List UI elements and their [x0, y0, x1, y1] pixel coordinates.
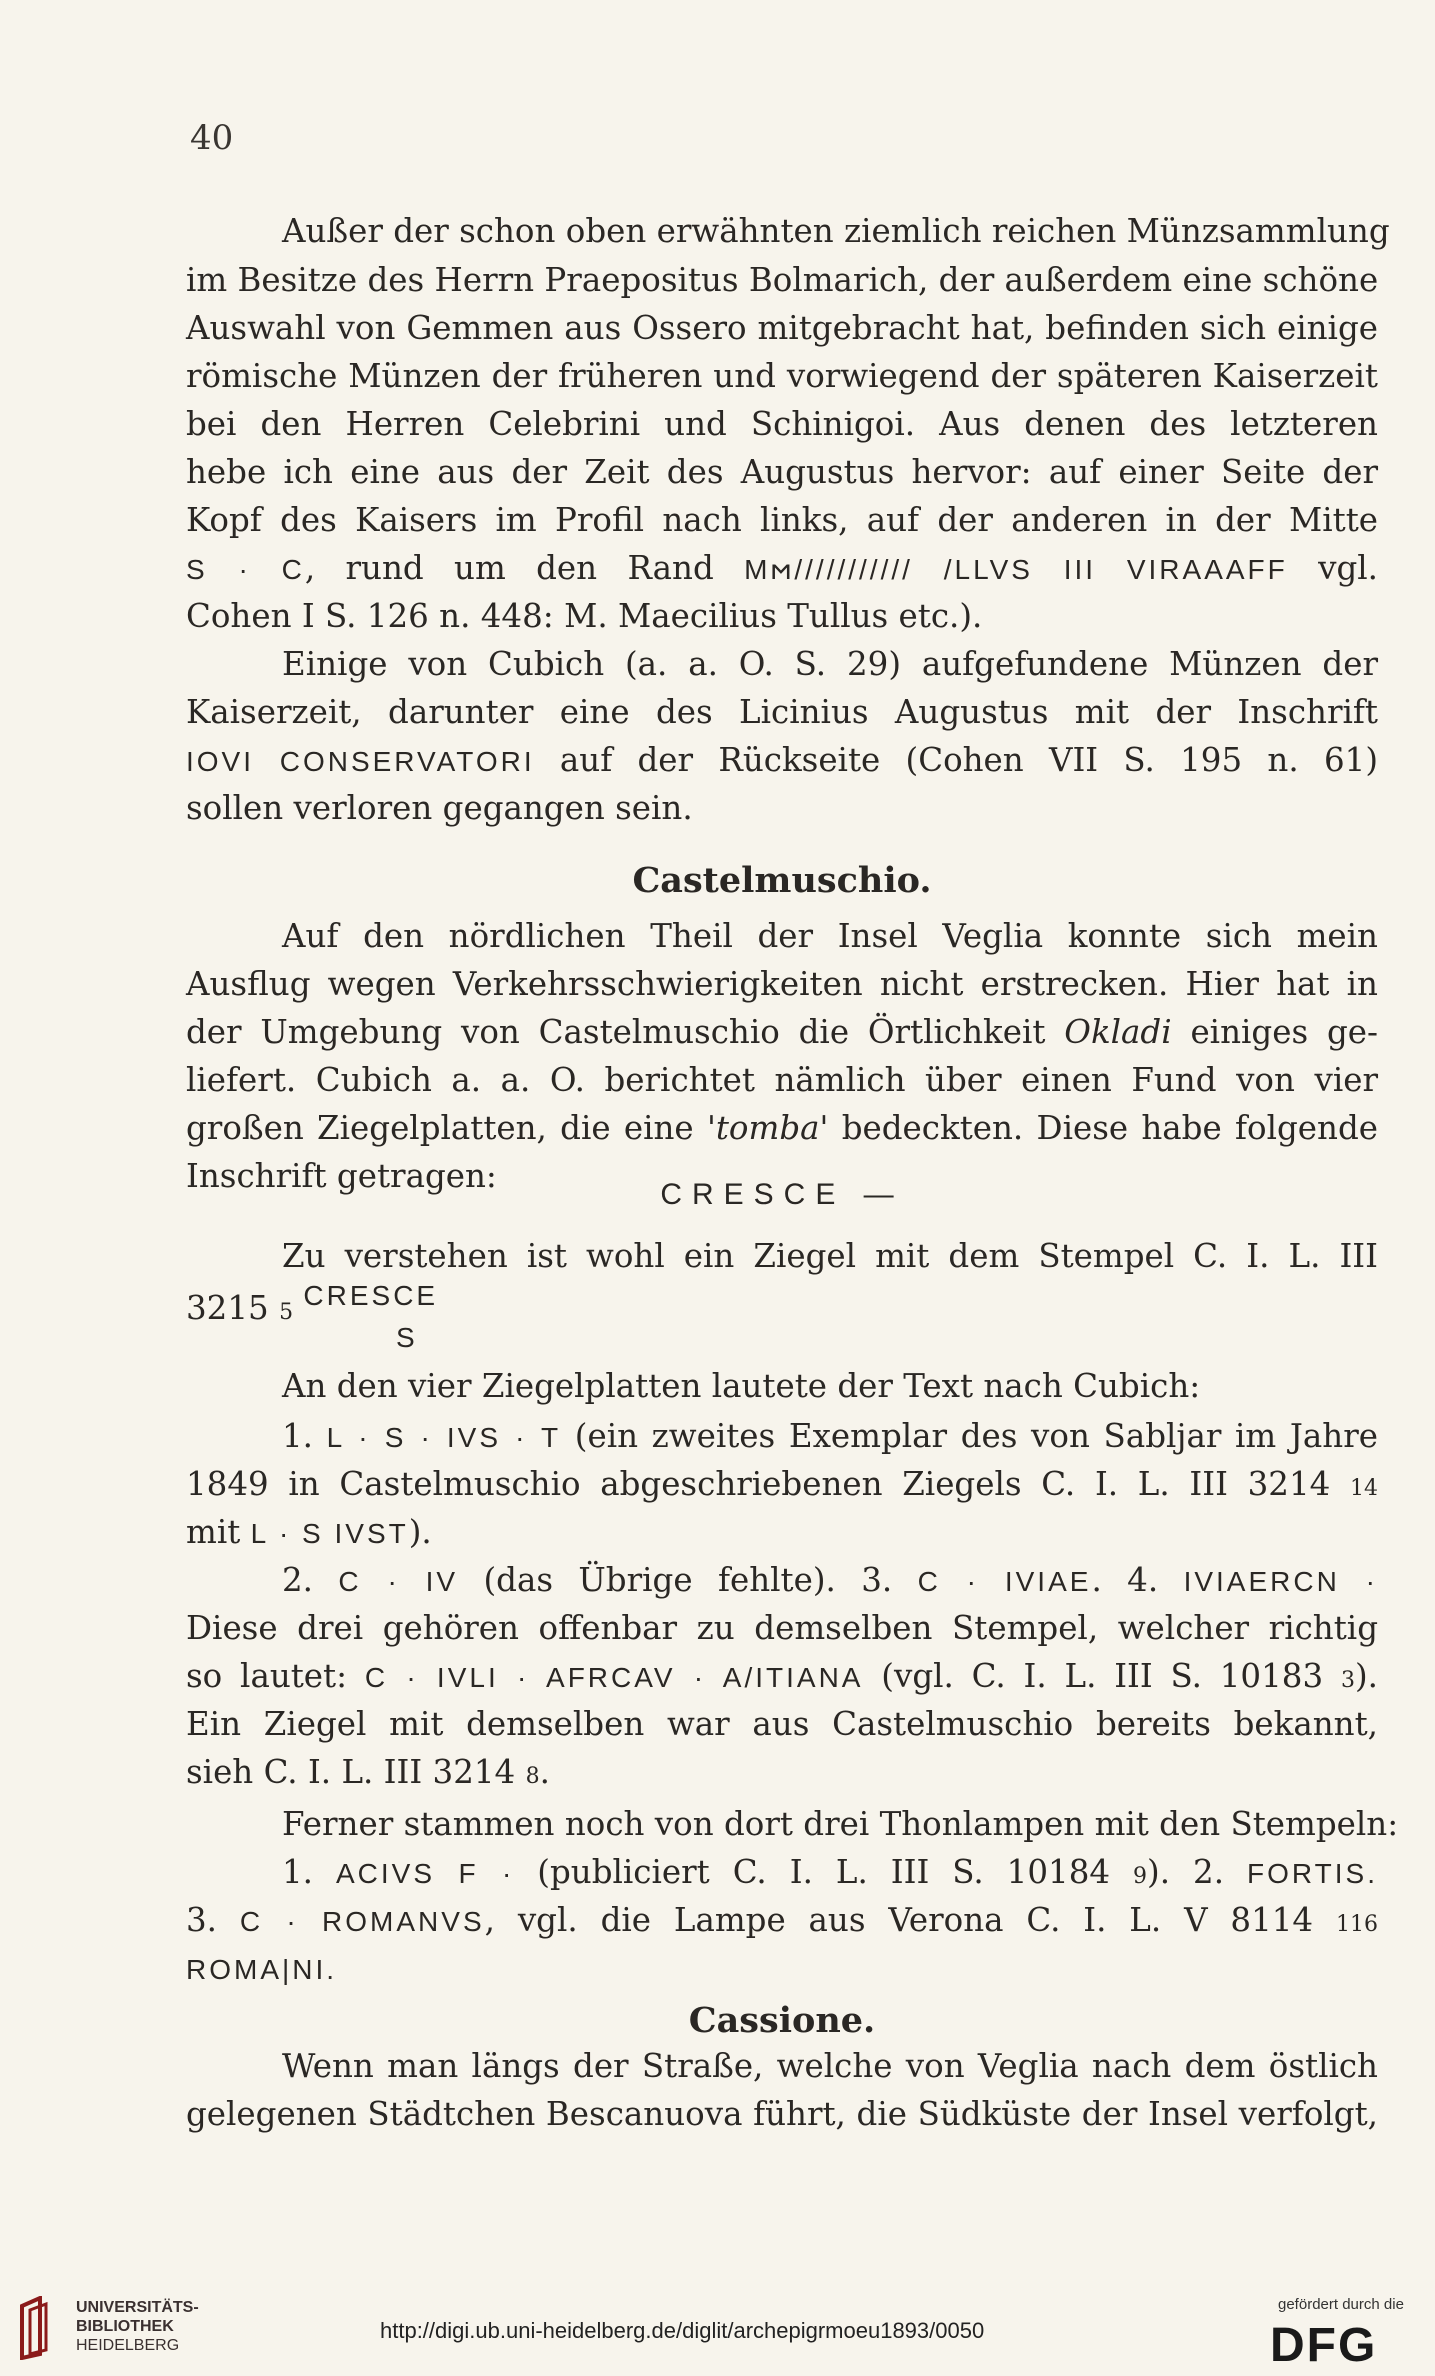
p1-line8: S · C, rund um den Rand M𐌼/////////// /LLVS III VIRAAAFF vgl.	[186, 549, 1379, 587]
university-library-name: UNIVERSITÄTS- BIBLIOTHEK HEIDELBERG	[76, 2299, 199, 2354]
dfg-logo: DFG	[1270, 2319, 1378, 2372]
p1-line7: Kopf des Kaisers im Profil nach links, auf der anderen in der Mitte	[186, 501, 1378, 539]
p5-line8: Ein Ziegel mit demselben war aus Castelmuschio bereits bekannt,	[186, 1705, 1378, 1743]
p5-line7: so lautet: C · IVLI · AFRCAV · A/ITIANA (vgl. C. I. L. III S. 10183 3).	[186, 1657, 1378, 1695]
inscription-iovi: IOVI CONSERVATORI	[186, 746, 535, 777]
p5-line9: sieh C. I. L. III 3214 8.	[186, 1753, 550, 1791]
inscription-cresce-2: CRESCE	[303, 1280, 439, 1311]
term-tomba: 'tomba'	[706, 1109, 829, 1147]
page-number: 40	[190, 118, 234, 158]
p3-line1: Auf den nördlichen Theil der Insel Veglia konnte sich mein	[282, 917, 1378, 955]
p5-line6: Diese drei gehören offenbar zu demselben Stempel, welcher richtig	[186, 1609, 1378, 1647]
p1-line9: Cohen I S. 126 n. 448: M. Maecilius Tullus etc.).	[186, 597, 983, 635]
p3-line3: der Umgebung von Castelmuschio die Örtlichkeit Okladi einiges ge-	[186, 1013, 1378, 1051]
p7-line1: Wenn man längs der Straße, welche von Veglia nach dem östlich	[282, 2047, 1378, 2085]
funded-by-label: gefördert durch die	[1278, 2296, 1404, 2313]
p5-line1: An den vier Ziegelplatten lautete der Text nach Cubich:	[282, 1367, 1201, 1405]
p6-line3: 3. C · ROMANVS, vgl. die Lampe aus Verona C. I. L. V 8114 116	[186, 1901, 1378, 1939]
inscription-cresce: CRESCE —	[660, 1178, 904, 1211]
p2-line2: Kaiserzeit, darunter eine des Licinius Augustus mit der Inschrift	[186, 693, 1378, 731]
p1-line1: Außer der schon oben erwähnten ziemlich reichen Münzsammlung	[282, 212, 1390, 250]
p3-line6: Inschrift getragen:	[186, 1157, 497, 1195]
p1-line3: Auswahl von Gemmen aus Ossero mitgebracht hat, befinden sich einige	[186, 309, 1378, 347]
p4-line2-below: S	[396, 1322, 418, 1353]
p3-line5: großen Ziegelplatten, die eine 'tomba' bedeckten. Diese habe folgende	[186, 1109, 1378, 1147]
p3-line2: Ausflug wegen Verkehrsschwierigkeiten nicht erstrecken. Hier hat in	[186, 965, 1378, 1003]
p5-line3: 1849 in Castelmuschio abgeschriebenen Ziegels C. I. L. III 3214 14	[186, 1465, 1378, 1503]
university-library-logo-icon	[16, 2296, 64, 2360]
place-name-okladi: Okladi	[1064, 1013, 1172, 1051]
p4-line1: Zu verstehen ist wohl ein Ziegel mit dem Stempel C. I. L. III	[282, 1237, 1378, 1275]
p1-line6: hebe ich eine aus der Zeit des Augustus hervor: auf einer Seite der	[186, 453, 1378, 491]
p6-line2: 1. ACIVS F · (publiciert C. I. L. III S. 10184 9). 2. FORTIS.	[282, 1853, 1378, 1891]
p2-line1: Einige von Cubich (a. a. O. S. 29) aufgefundene Münzen der	[282, 645, 1378, 683]
section-heading-castelmuschio: Castelmuschio.	[632, 860, 932, 901]
inscription-romani: ROMA|NI.	[186, 1954, 338, 1985]
p6-line1: Ferner stammen noch von dort drei Thonlampen mit den Stempeln:	[282, 1805, 1399, 1843]
inscription-sc: S · C	[186, 554, 305, 585]
p2-line4: sollen verloren gegangen sein.	[186, 789, 693, 827]
p3-line4: liefert. Cubich a. a. O. berichtet nämlich über einen Fund von vier	[186, 1061, 1378, 1099]
p5-line4: mit L · S IVST).	[186, 1513, 432, 1551]
permalink-url[interactable]: http://digi.ub.uni-heidelberg.de/diglit/archepigrmoeu1893/0050	[380, 2318, 985, 2343]
p7-line2: gelegenen Städtchen Bescanuova führt, die Südküste der Insel verfolgt,	[186, 2095, 1378, 2133]
p1-line5: bei den Herren Celebrini und Schinigoi. Aus denen des letzteren	[186, 405, 1378, 443]
p5-line5: 2. C · IV (das Übrige fehlte). 3. C · IVIAE. 4. IVIAERCN ·	[282, 1561, 1378, 1599]
footer	[0, 2288, 1435, 2376]
p1-line4: römische Münzen der früheren und vorwiegend der späteren Kaiserzeit	[186, 357, 1378, 395]
section-heading-cassione: Cassione.	[688, 2000, 876, 2041]
p1-line2: im Besitze des Herrn Praepositus Bolmarich, der außerdem eine schöne	[186, 261, 1379, 299]
p2-line3: IOVI CONSERVATORI auf der Rückseite (Cohen VII S. 195 n. 61)	[186, 741, 1379, 779]
inscription-coin: M𐌼/////////// /LLVS III VIRAAAFF	[744, 554, 1288, 585]
p6-line4	[186, 1952, 1378, 1985]
p4-line2: 3215 5 CRESCE	[186, 1280, 439, 1327]
p5-line2: 1. L · S · IVS · T (ein zweites Exemplar des von Sabljar im Jahre	[282, 1417, 1378, 1455]
